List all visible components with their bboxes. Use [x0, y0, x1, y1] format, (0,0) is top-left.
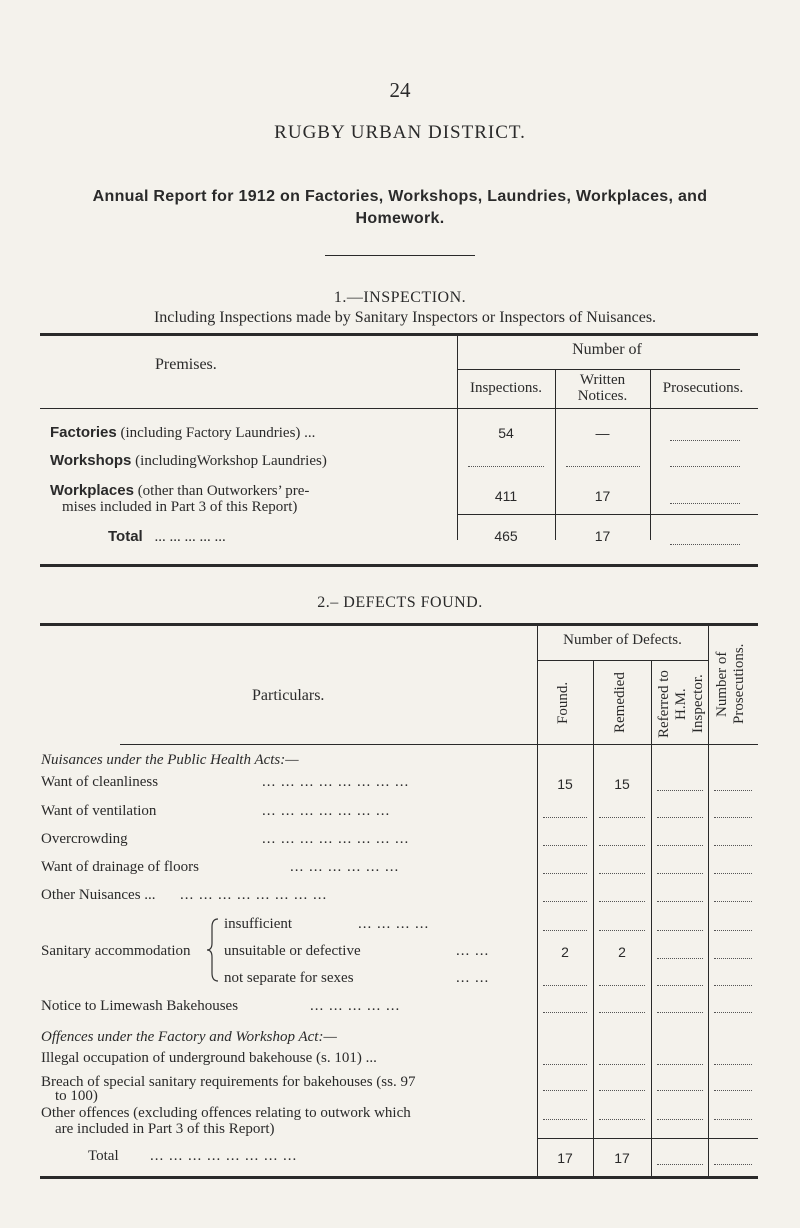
referred-dots — [657, 873, 703, 874]
table1-header-rule — [40, 408, 758, 409]
workshops-row-label — [50, 452, 327, 470]
inspection-section-title: 1.—INSPECTION. — [333, 289, 467, 306]
remedied-value: 15 — [614, 776, 630, 792]
brace-icon — [206, 917, 220, 983]
workplaces-row-label — [50, 483, 309, 515]
table2-vline-2 — [593, 660, 594, 1126]
table1-bottom-rule — [40, 564, 758, 567]
found-dots — [543, 985, 587, 986]
workshops-name: Workshops — [50, 452, 132, 469]
workshops-prosecutions-dots — [670, 466, 740, 467]
prosecutions-dots — [714, 958, 752, 959]
table2-vline-4 — [708, 626, 709, 1126]
defects-total-dots: ... ... ... ... ... ... ... ... — [150, 1148, 298, 1164]
workplaces-name: Workplaces — [50, 482, 134, 499]
table1-subheader-rule — [457, 369, 740, 370]
factories-prosecutions-dots — [670, 440, 740, 441]
referred-line3: Inspector. — [690, 674, 706, 734]
nuisances-heading: Nuisances under the Public Health Acts:— — [41, 752, 299, 768]
found-dots — [543, 901, 587, 902]
prosecutions-dots — [714, 930, 752, 931]
factories-inspections: 54 — [498, 425, 514, 441]
found-dots — [543, 1090, 587, 1091]
referred-line1: Referred to — [656, 670, 672, 738]
factories-row-label — [50, 424, 315, 442]
total-notices: 17 — [594, 528, 611, 544]
report-title: Annual Report for 1912 on Factories, Workshops, Laundries, Workplaces, and Homework. — [92, 188, 708, 227]
particulars-header: Particulars. — [252, 687, 325, 704]
referred-line2: H.M. — [673, 688, 689, 720]
prosecutions-dots — [714, 1119, 752, 1120]
referred-dots — [657, 985, 703, 986]
found-dots — [543, 845, 587, 846]
referred-dots — [657, 817, 703, 818]
table2-header-rule — [120, 744, 758, 745]
found-dots — [543, 817, 587, 818]
inspection-total-dots: ... ... ... ... ... — [154, 529, 226, 545]
table2-vline-1-ext — [537, 1126, 538, 1176]
row-dots: ... ... ... ... ... — [310, 998, 401, 1014]
defects-section-title: 2.– DEFECTS FOUND. — [317, 594, 483, 611]
prosecutions-dots — [714, 901, 752, 902]
workshops-notices-dots — [566, 466, 640, 467]
row-dots: ... ... ... ... ... ... ... ... — [262, 774, 410, 790]
written-notices-line2: Notices. — [577, 388, 628, 404]
page-number: 24 — [389, 78, 411, 102]
table2-top-rule — [40, 623, 758, 626]
referred-dots — [657, 790, 703, 791]
remedied-dots — [599, 1090, 645, 1091]
row-dots: ... ... ... ... ... ... — [290, 859, 400, 875]
remedied-dots — [599, 817, 645, 818]
row-label — [41, 1105, 411, 1137]
workplaces-inspections: 411 — [494, 488, 518, 504]
written-notices-line1: Written — [579, 372, 626, 388]
sanitary-label: Sanitary accommodation — [41, 943, 191, 959]
table2-vline-1 — [537, 626, 538, 1126]
remedied-dots — [599, 1012, 645, 1013]
row-label: Want of drainage of floors — [41, 859, 199, 875]
table1-top-rule — [40, 333, 758, 336]
breach-line1: Breach of special sanitary requirements for bakehouses (ss. 97 — [41, 1074, 416, 1090]
sanitary-not-separate: not separate for sexes — [224, 970, 354, 986]
prosecutions-dots — [714, 1164, 752, 1165]
prosecutions-dots — [714, 845, 752, 846]
number-of-defects-header: Number of Defects. — [563, 632, 682, 648]
row-label — [41, 1075, 415, 1103]
sanitary-found: 2 — [561, 944, 569, 960]
inspection-total-label — [108, 528, 226, 546]
referred-dots — [657, 1090, 703, 1091]
row-label: Illegal occupation of underground bakehouse (s. 101) ... — [41, 1050, 377, 1066]
found-dots — [543, 1064, 587, 1065]
table2-vline-2-ext — [593, 1126, 594, 1176]
referred-dots — [657, 901, 703, 902]
defects-total-label: Total — [88, 1148, 119, 1164]
referred-dots — [657, 1064, 703, 1065]
total-inspections: 465 — [494, 528, 518, 544]
referred-dots — [657, 1119, 703, 1120]
prosecutions-line1: Number of — [714, 651, 730, 717]
factories-desc: (including Factory Laundries) ... — [116, 425, 316, 441]
row-label: Want of cleanliness — [41, 774, 159, 790]
written-notices-header — [555, 372, 650, 404]
remedied-dots — [599, 985, 645, 986]
workplaces-prosecutions-dots — [670, 503, 740, 504]
remedied-header: Remedied — [612, 672, 628, 734]
offences-heading: Offences under the Factory and Workshop Act:— — [41, 1029, 337, 1045]
sanitary-unsuitable: unsuitable or defective — [224, 943, 361, 959]
remedied-dots — [599, 901, 645, 902]
row-label: Want of ventilation — [41, 803, 157, 819]
prosecutions-dots — [714, 1012, 752, 1013]
table2-vline-3 — [651, 660, 652, 1126]
remedied-dots — [599, 930, 645, 931]
table2-vline-3-ext — [651, 1126, 652, 1176]
other-line1: Other offences (excluding offences relating to outwork which — [41, 1105, 411, 1121]
found-value: 15 — [557, 776, 573, 792]
inspection-total-word: Total — [108, 528, 143, 545]
total-found: 17 — [557, 1150, 573, 1166]
prosecutions-dots — [714, 985, 752, 986]
prosecutions-line2: Prosecutions. — [731, 643, 747, 725]
row-dots: ... ... ... ... ... ... ... — [262, 803, 391, 819]
sanitary-unsuitable-dots: ... ... — [456, 943, 490, 959]
referred-dots — [657, 958, 703, 959]
workshops-inspections-dots — [468, 466, 544, 467]
factories-notices: — — [595, 425, 610, 441]
found-dots — [543, 873, 587, 874]
remedied-dots — [599, 1119, 645, 1120]
title-divider — [325, 255, 475, 256]
row-dots: ... ... ... ... ... ... ... ... — [262, 831, 410, 847]
prosecutions-dots — [714, 790, 752, 791]
referred-dots — [657, 1164, 703, 1165]
inspection-section-subtitle: Including Inspections made by Sanitary Inspectors or Inspectors of Nuisances. — [153, 309, 657, 326]
referred-dots — [657, 930, 703, 931]
number-prosecutions-header — [714, 628, 748, 740]
table2-total-rule — [537, 1138, 758, 1139]
remedied-dots — [599, 845, 645, 846]
row-label: Other Nuisances ... — [41, 887, 156, 903]
row-dots: ... ... ... ... ... ... ... ... — [180, 887, 328, 903]
row-label: Overcrowding — [41, 831, 128, 847]
referred-dots — [657, 1012, 703, 1013]
table2-vline-4-ext — [708, 1126, 709, 1176]
referred-dots — [657, 845, 703, 846]
row-label: Notice to Limewash Bakehouses — [41, 998, 239, 1014]
found-header: Found. — [555, 681, 571, 725]
found-dots — [543, 930, 587, 931]
factories-name: Factories — [50, 424, 117, 441]
breach-line2: to 100) — [55, 1088, 98, 1104]
total-remedied: 17 — [614, 1150, 630, 1166]
district-heading: RUGBY URBAN DISTRICT. — [274, 122, 526, 143]
workplaces-notices: 17 — [594, 488, 611, 504]
workshops-desc: (includingWorkshop Laundries) — [131, 453, 327, 469]
found-dots — [543, 1119, 587, 1120]
table1-total-rule — [457, 514, 758, 515]
table2-subheader-rule — [537, 660, 708, 661]
number-of-header: Number of — [572, 341, 642, 358]
sanitary-insufficient-dots: ... ... ... ... — [358, 916, 430, 932]
workplaces-desc2: mises included in Part 3 of this Report) — [62, 499, 298, 515]
table2-bottom-rule — [40, 1176, 758, 1179]
workplaces-desc: (other than Outworkers’ pre- — [133, 483, 310, 499]
prosecutions-header: Prosecutions. — [662, 380, 744, 396]
referred-header — [656, 665, 707, 743]
sanitary-remedied: 2 — [618, 944, 626, 960]
total-prosecutions-dots — [670, 544, 740, 545]
prosecutions-dots — [714, 873, 752, 874]
premises-header: Premises. — [155, 356, 217, 373]
remedied-dots — [599, 873, 645, 874]
remedied-dots — [599, 1064, 645, 1065]
prosecutions-dots — [714, 1064, 752, 1065]
found-dots — [543, 1012, 587, 1013]
sanitary-insufficient: insufficient — [224, 916, 293, 932]
sanitary-not-separate-dots: ... ... — [456, 970, 490, 986]
prosecutions-dots — [714, 1090, 752, 1091]
inspections-header: Inspections. — [469, 380, 543, 396]
prosecutions-dots — [714, 817, 752, 818]
other-line2: are included in Part 3 of this Report) — [55, 1121, 275, 1137]
